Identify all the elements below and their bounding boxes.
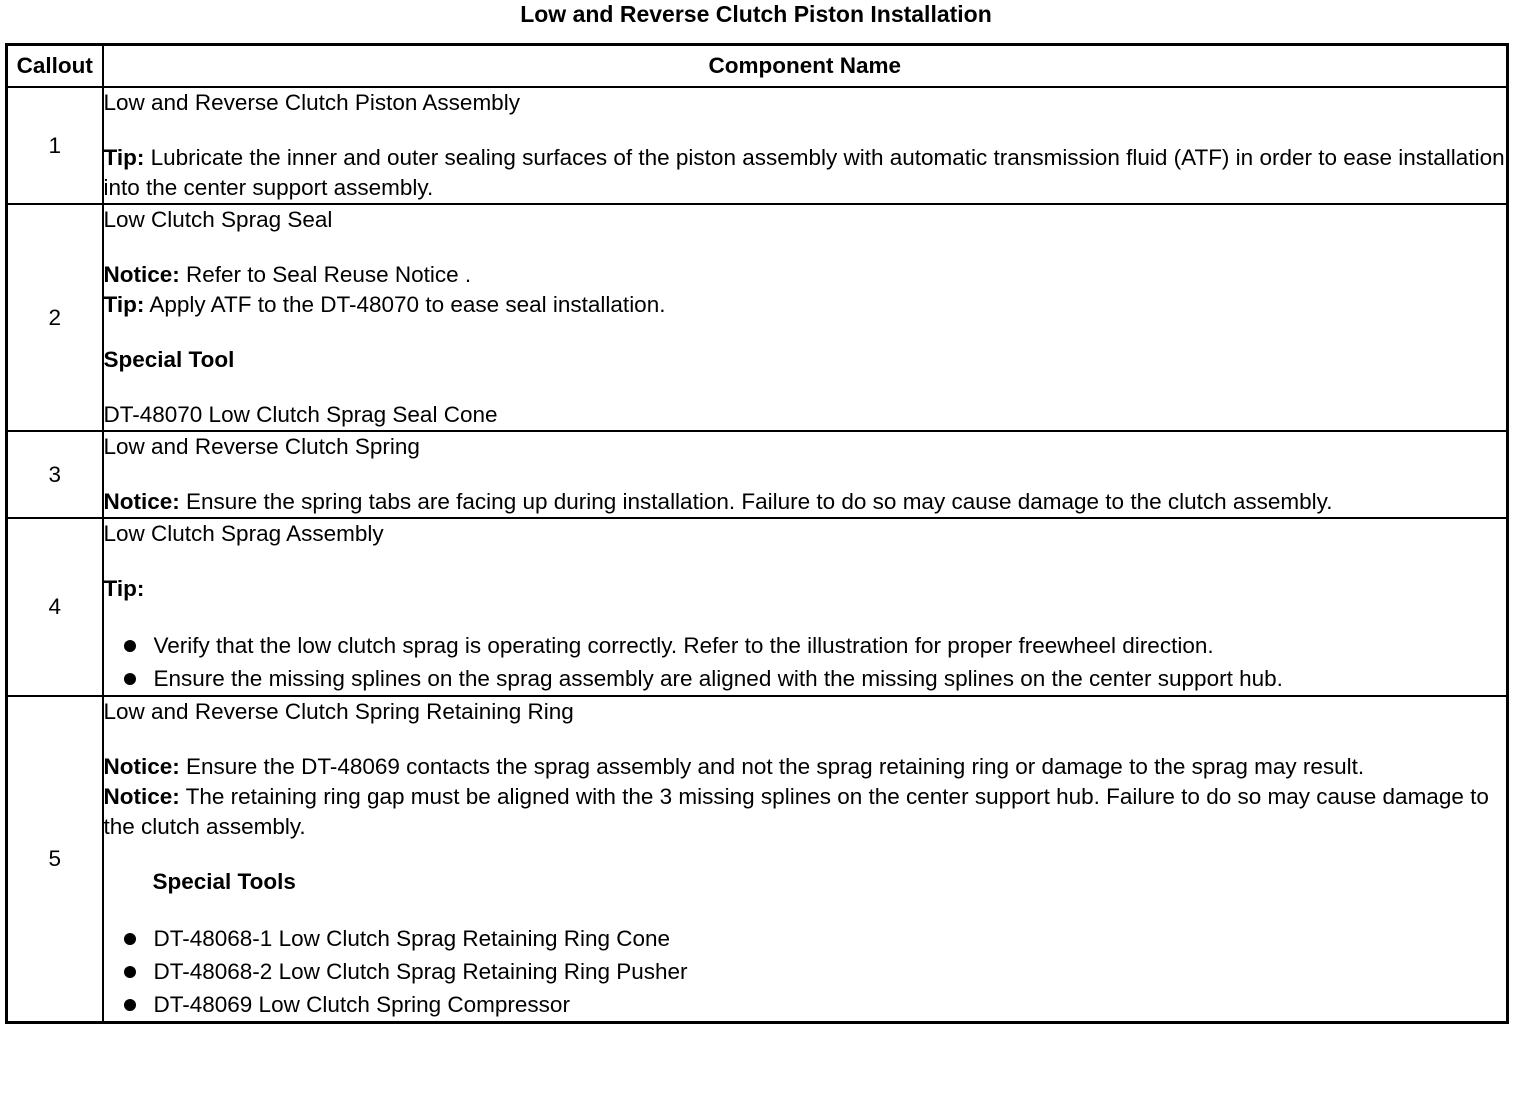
tip-list [104, 629, 1507, 695]
table-row [7, 87, 1508, 204]
list-item-text: Verify that the low clutch sprag is operating correctly. Refer to the illustration for proper freewheel direction. [153, 633, 1214, 658]
notice-text [104, 782, 1507, 842]
component-name: Low and Reverse Clutch Piston Assembly [103, 90, 520, 115]
list-item-text: DT-48068-1 Low Clutch Sprag Retaining Ring Cone [153, 926, 671, 951]
component-cell [103, 431, 1508, 518]
callout-number: 5 [7, 696, 103, 1023]
list-item [104, 922, 1507, 955]
callout-number: 1 [7, 87, 103, 204]
special-tools-list [104, 922, 1507, 1021]
list-item-text: DT-48068-2 Low Clutch Sprag Retaining Ring Pusher [153, 959, 688, 984]
table-row [7, 431, 1508, 518]
bullet-icon [124, 640, 136, 652]
component-name: Low Clutch Sprag Assembly [103, 521, 384, 546]
notice-body: Ensure the DT-48069 contacts the sprag assembly and not the sprag retaining ring or damage to the sprag may result. [179, 754, 1365, 779]
list-item-text: Ensure the missing splines on the sprag assembly are aligned with the missing splines on the center support hub. [153, 666, 1283, 691]
notice-label: Notice: [103, 784, 180, 809]
component-name: Low and Reverse Clutch Spring [103, 434, 420, 459]
notice-body: Ensure the spring tabs are facing up during installation. Failure to do so may cause damage to the clutch assembly. [179, 489, 1333, 514]
special-tool-heading: Special Tool [103, 347, 235, 372]
list-item-text: DT-48069 Low Clutch Spring Compressor [153, 992, 570, 1017]
tip-text [104, 143, 1507, 203]
notice-label: Notice: [103, 489, 180, 514]
component-cell [103, 696, 1508, 1023]
special-tool-item: DT-48070 Low Clutch Sprag Seal Cone [103, 402, 498, 427]
callout-number: 3 [7, 431, 103, 518]
component-name: Low Clutch Sprag Seal [103, 207, 333, 232]
bullet-icon [124, 999, 136, 1011]
tip-label: Tip: [103, 145, 145, 170]
component-table [5, 43, 1509, 1024]
bullet-icon [124, 673, 136, 685]
special-tools-heading: Special Tools [152, 869, 296, 894]
tip-text [104, 290, 1507, 320]
bullet-icon [124, 966, 136, 978]
notice-text [104, 260, 1507, 290]
tip-body: Lubricate the inner and outer sealing surfaces of the piston assembly with automatic transmission fluid (ATF) in order to ease installation into the center support assembly. [103, 145, 1505, 200]
component-name: Low and Reverse Clutch Spring Retaining Ring [103, 699, 574, 724]
list-item [104, 988, 1507, 1021]
component-cell [103, 87, 1508, 204]
callout-column-header: Callout [7, 45, 103, 88]
component-cell [103, 518, 1508, 696]
list-item [104, 955, 1507, 988]
tip-label: Tip: [103, 576, 145, 601]
notice-body: The retaining ring gap must be aligned with the 3 missing splines on the center support hub. Failure to do so may cause damage to the clutch assembly. [103, 784, 1489, 839]
page-title: Low and Reverse Clutch Piston Installation [520, 1, 992, 27]
tip-label: Tip: [103, 292, 145, 317]
tip-body: Apply ATF to the DT-48070 to ease seal installation. [144, 292, 666, 317]
notice-label: Notice: [103, 262, 180, 287]
table-row [7, 696, 1508, 1023]
component-column-header: Component Name [103, 45, 1508, 88]
table-row [7, 518, 1508, 696]
table-header-row [7, 45, 1508, 88]
callout-number: 2 [7, 204, 103, 431]
component-cell [103, 204, 1508, 431]
notice-text [104, 752, 1507, 782]
notice-text [104, 487, 1507, 517]
callout-number: 4 [7, 518, 103, 696]
bullet-icon [124, 933, 136, 945]
notice-body: Refer to Seal Reuse Notice . [179, 262, 472, 287]
notice-label: Notice: [103, 754, 180, 779]
list-item [104, 629, 1507, 662]
list-item [104, 662, 1507, 695]
table-row [7, 204, 1508, 431]
